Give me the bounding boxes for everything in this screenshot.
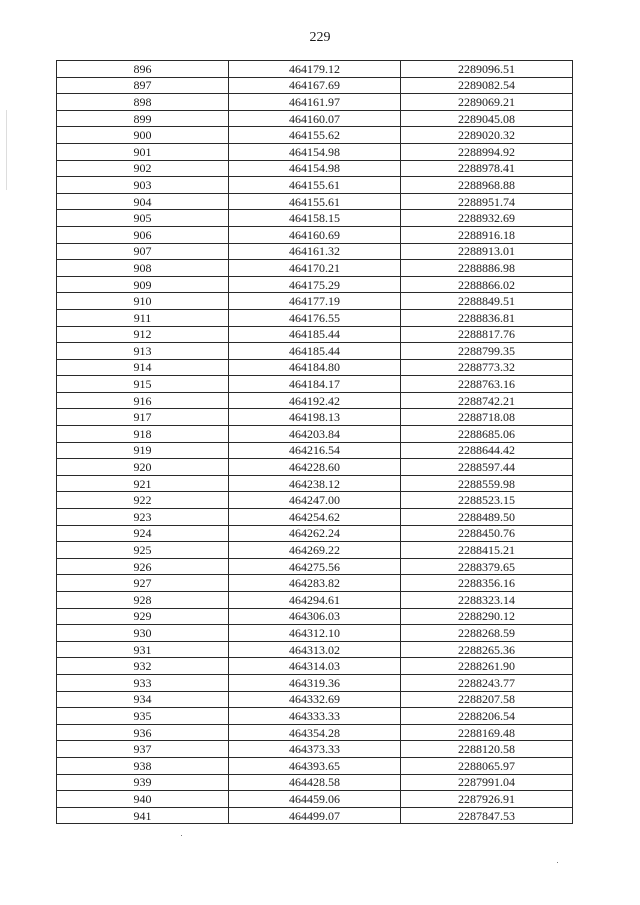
table-row [57, 293, 573, 310]
y-coordinate-cell: 2289045.08 [401, 110, 573, 127]
table-row [57, 442, 573, 459]
x-coordinate-cell: 464167.69 [229, 77, 401, 94]
x-coordinate-cell: 464262.24 [229, 525, 401, 542]
x-coordinate-cell: 464312.10 [229, 625, 401, 642]
x-coordinate-cell: 464160.69 [229, 226, 401, 243]
y-coordinate-cell: 2288379.65 [401, 558, 573, 575]
table-row [57, 392, 573, 409]
y-coordinate-cell: 2288916.18 [401, 226, 573, 243]
x-coordinate-cell: 464185.44 [229, 343, 401, 360]
x-coordinate-cell: 464176.55 [229, 309, 401, 326]
table-row [57, 492, 573, 509]
table-row [57, 774, 573, 791]
x-coordinate-cell: 464161.32 [229, 243, 401, 260]
point-number-cell: 912 [57, 326, 229, 343]
point-number-cell: 922 [57, 492, 229, 509]
table-row [57, 276, 573, 293]
table-row [57, 708, 573, 725]
table-row [57, 592, 573, 609]
table-row [57, 226, 573, 243]
table-row [57, 757, 573, 774]
point-number-cell: 930 [57, 625, 229, 642]
y-coordinate-cell: 2288685.06 [401, 426, 573, 443]
y-coordinate-cell: 2288763.16 [401, 376, 573, 393]
point-number-cell: 919 [57, 442, 229, 459]
point-number-cell: 940 [57, 791, 229, 808]
table-row [57, 475, 573, 492]
y-coordinate-cell: 2289069.21 [401, 94, 573, 111]
y-coordinate-cell: 2288849.51 [401, 293, 573, 310]
point-number-cell: 907 [57, 243, 229, 260]
y-coordinate-cell: 2288243.77 [401, 674, 573, 691]
point-number-cell: 938 [57, 757, 229, 774]
y-coordinate-cell: 2288290.12 [401, 608, 573, 625]
x-coordinate-cell: 464332.69 [229, 691, 401, 708]
x-coordinate-cell: 464161.97 [229, 94, 401, 111]
table-row [57, 343, 573, 360]
point-number-cell: 899 [57, 110, 229, 127]
table-row [57, 359, 573, 376]
table-row [57, 558, 573, 575]
point-number-cell: 897 [57, 77, 229, 94]
point-number-cell: 929 [57, 608, 229, 625]
x-coordinate-cell: 464228.60 [229, 459, 401, 476]
x-coordinate-cell: 464275.56 [229, 558, 401, 575]
table-row [57, 160, 573, 177]
page-number: 229 [309, 30, 331, 45]
x-coordinate-cell: 464294.61 [229, 592, 401, 609]
table-row [57, 243, 573, 260]
y-coordinate-cell: 2288323.14 [401, 592, 573, 609]
y-coordinate-cell: 2288169.48 [401, 724, 573, 741]
y-coordinate-cell: 2288886.98 [401, 260, 573, 277]
table-body [57, 61, 573, 824]
table-row [57, 807, 573, 824]
x-coordinate-cell: 464319.36 [229, 674, 401, 691]
x-coordinate-cell: 464313.02 [229, 641, 401, 658]
table-row [57, 426, 573, 443]
table-row [57, 791, 573, 808]
point-number-cell: 937 [57, 741, 229, 758]
y-coordinate-cell: 2289082.54 [401, 77, 573, 94]
point-number-cell: 934 [57, 691, 229, 708]
point-number-cell: 910 [57, 293, 229, 310]
point-number-cell: 906 [57, 226, 229, 243]
table-row [57, 409, 573, 426]
point-number-cell: 936 [57, 724, 229, 741]
point-number-cell: 924 [57, 525, 229, 542]
x-coordinate-cell: 464179.12 [229, 61, 401, 78]
table-row [57, 309, 573, 326]
point-number-cell: 926 [57, 558, 229, 575]
y-coordinate-cell: 2288597.44 [401, 459, 573, 476]
point-number-cell: 902 [57, 160, 229, 177]
point-number-cell: 932 [57, 658, 229, 675]
point-number-cell: 911 [57, 309, 229, 326]
table-row [57, 143, 573, 160]
table-row [57, 542, 573, 559]
point-number-cell: 908 [57, 260, 229, 277]
x-coordinate-cell: 464254.62 [229, 509, 401, 526]
x-coordinate-cell: 464185.44 [229, 326, 401, 343]
table-row [57, 724, 573, 741]
x-coordinate-cell: 464177.19 [229, 293, 401, 310]
table-row [57, 509, 573, 526]
x-coordinate-cell: 464192.42 [229, 392, 401, 409]
table-row [57, 94, 573, 111]
y-coordinate-cell: 2288120.58 [401, 741, 573, 758]
x-coordinate-cell: 464184.17 [229, 376, 401, 393]
point-number-cell: 900 [57, 127, 229, 144]
x-coordinate-cell: 464198.13 [229, 409, 401, 426]
x-coordinate-cell: 464175.29 [229, 276, 401, 293]
coordinate-table [56, 60, 573, 824]
y-coordinate-cell: 2288799.35 [401, 343, 573, 360]
table-row [57, 608, 573, 625]
x-coordinate-cell: 464155.61 [229, 193, 401, 210]
point-number-cell: 909 [57, 276, 229, 293]
point-number-cell: 915 [57, 376, 229, 393]
table-row [57, 210, 573, 227]
x-coordinate-cell: 464459.06 [229, 791, 401, 808]
y-coordinate-cell: 2287991.04 [401, 774, 573, 791]
x-coordinate-cell: 464203.84 [229, 426, 401, 443]
x-coordinate-cell: 464373.33 [229, 741, 401, 758]
scan-speck [6, 110, 7, 190]
table-row [57, 376, 573, 393]
y-coordinate-cell: 2288207.58 [401, 691, 573, 708]
y-coordinate-cell: 2288268.59 [401, 625, 573, 642]
point-number-cell: 923 [57, 509, 229, 526]
x-coordinate-cell: 464170.21 [229, 260, 401, 277]
x-coordinate-cell: 464160.07 [229, 110, 401, 127]
x-coordinate-cell: 464314.03 [229, 658, 401, 675]
y-coordinate-cell: 2288866.02 [401, 276, 573, 293]
y-coordinate-cell: 2288065.97 [401, 757, 573, 774]
table-row [57, 625, 573, 642]
x-coordinate-cell: 464155.62 [229, 127, 401, 144]
table-row [57, 658, 573, 675]
table-row [57, 741, 573, 758]
y-coordinate-cell: 2288773.32 [401, 359, 573, 376]
scan-speck [557, 862, 558, 863]
table-row [57, 127, 573, 144]
x-coordinate-cell: 464155.61 [229, 177, 401, 194]
x-coordinate-cell: 464269.22 [229, 542, 401, 559]
y-coordinate-cell: 2288718.08 [401, 409, 573, 426]
scan-speck [181, 835, 182, 836]
point-number-cell: 928 [57, 592, 229, 609]
y-coordinate-cell: 2287926.91 [401, 791, 573, 808]
x-coordinate-cell: 464247.00 [229, 492, 401, 509]
table-row [57, 575, 573, 592]
x-coordinate-cell: 464393.65 [229, 757, 401, 774]
x-coordinate-cell: 464333.33 [229, 708, 401, 725]
point-number-cell: 905 [57, 210, 229, 227]
point-number-cell: 901 [57, 143, 229, 160]
table-row [57, 691, 573, 708]
y-coordinate-cell: 2288644.42 [401, 442, 573, 459]
point-number-cell: 927 [57, 575, 229, 592]
point-number-cell: 933 [57, 674, 229, 691]
y-coordinate-cell: 2288913.01 [401, 243, 573, 260]
point-number-cell: 925 [57, 542, 229, 559]
point-number-cell: 898 [57, 94, 229, 111]
point-number-cell: 904 [57, 193, 229, 210]
point-number-cell: 914 [57, 359, 229, 376]
table-row [57, 77, 573, 94]
table-row [57, 193, 573, 210]
y-coordinate-cell: 2288261.90 [401, 658, 573, 675]
point-number-cell: 941 [57, 807, 229, 824]
y-coordinate-cell: 2288994.92 [401, 143, 573, 160]
table-row [57, 61, 573, 78]
y-coordinate-cell: 2288968.88 [401, 177, 573, 194]
y-coordinate-cell: 2288742.21 [401, 392, 573, 409]
point-number-cell: 916 [57, 392, 229, 409]
x-coordinate-cell: 464499.07 [229, 807, 401, 824]
point-number-cell: 918 [57, 426, 229, 443]
y-coordinate-cell: 2288356.16 [401, 575, 573, 592]
point-number-cell: 935 [57, 708, 229, 725]
point-number-cell: 931 [57, 641, 229, 658]
table-row [57, 641, 573, 658]
point-number-cell: 913 [57, 343, 229, 360]
y-coordinate-cell: 2288523.15 [401, 492, 573, 509]
point-number-cell: 903 [57, 177, 229, 194]
x-coordinate-cell: 464238.12 [229, 475, 401, 492]
x-coordinate-cell: 464283.82 [229, 575, 401, 592]
y-coordinate-cell: 2289020.32 [401, 127, 573, 144]
table-row [57, 177, 573, 194]
y-coordinate-cell: 2288817.76 [401, 326, 573, 343]
y-coordinate-cell: 2288559.98 [401, 475, 573, 492]
x-coordinate-cell: 464154.98 [229, 160, 401, 177]
point-number-cell: 939 [57, 774, 229, 791]
table-row [57, 674, 573, 691]
y-coordinate-cell: 2288932.69 [401, 210, 573, 227]
y-coordinate-cell: 2288489.50 [401, 509, 573, 526]
y-coordinate-cell: 2288206.54 [401, 708, 573, 725]
y-coordinate-cell: 2288978.41 [401, 160, 573, 177]
x-coordinate-cell: 464354.28 [229, 724, 401, 741]
x-coordinate-cell: 464184.80 [229, 359, 401, 376]
y-coordinate-cell: 2288415.21 [401, 542, 573, 559]
x-coordinate-cell: 464306.03 [229, 608, 401, 625]
point-number-cell: 920 [57, 459, 229, 476]
x-coordinate-cell: 464158.15 [229, 210, 401, 227]
table-row [57, 459, 573, 476]
y-coordinate-cell: 2287847.53 [401, 807, 573, 824]
table-row [57, 525, 573, 542]
x-coordinate-cell: 464216.54 [229, 442, 401, 459]
point-number-cell: 917 [57, 409, 229, 426]
x-coordinate-cell: 464428.58 [229, 774, 401, 791]
x-coordinate-cell: 464154.98 [229, 143, 401, 160]
table-row [57, 110, 573, 127]
y-coordinate-cell: 2288265.36 [401, 641, 573, 658]
table-row [57, 260, 573, 277]
point-number-cell: 896 [57, 61, 229, 78]
y-coordinate-cell: 2289096.51 [401, 61, 573, 78]
y-coordinate-cell: 2288450.76 [401, 525, 573, 542]
y-coordinate-cell: 2288951.74 [401, 193, 573, 210]
y-coordinate-cell: 2288836.81 [401, 309, 573, 326]
table-row [57, 326, 573, 343]
point-number-cell: 921 [57, 475, 229, 492]
